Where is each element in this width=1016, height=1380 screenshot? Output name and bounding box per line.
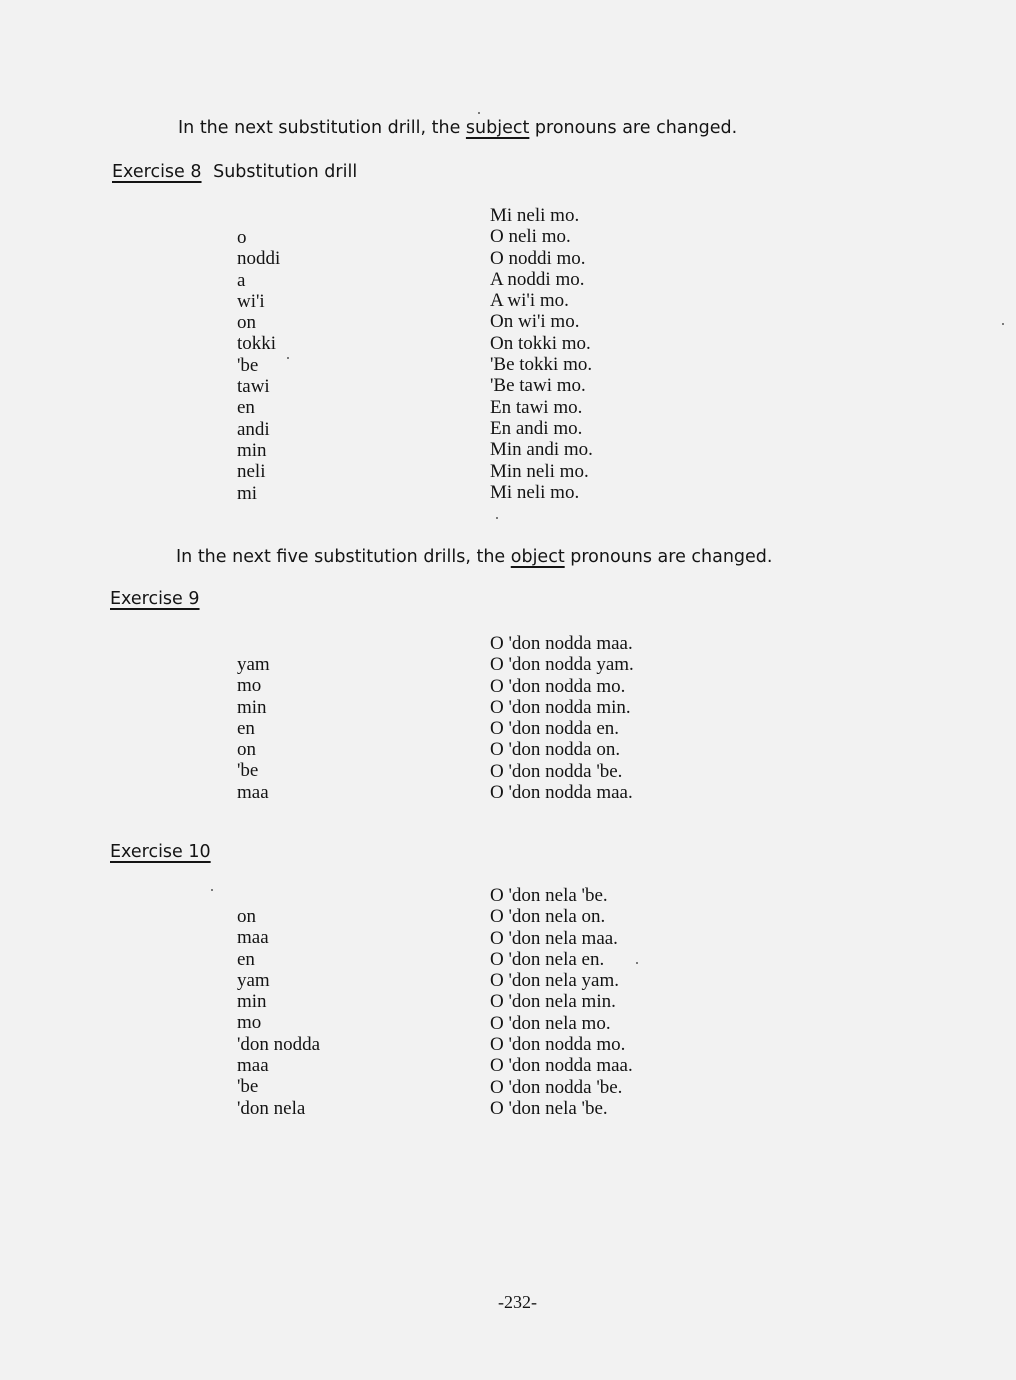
response-item: Mi neli mo. bbox=[490, 481, 580, 503]
response-item: O 'don nela 'be. bbox=[490, 885, 608, 906]
scan-speck bbox=[1002, 323, 1004, 325]
response-item: O 'don nodda maa. bbox=[490, 1055, 633, 1077]
response-item: O noddi mo. bbox=[490, 247, 586, 269]
response-item: 'Be tawi mo. bbox=[490, 375, 586, 397]
cue-item: on bbox=[237, 312, 256, 334]
intro-subject-text bbox=[178, 118, 737, 138]
cue-item: tawi bbox=[237, 376, 270, 398]
response-item: O 'don nodda mo. bbox=[490, 1034, 626, 1056]
exercise-9-label: Exercise 9 bbox=[110, 589, 200, 609]
cue-item: on bbox=[237, 906, 256, 927]
cue-item: en bbox=[237, 397, 255, 419]
response-item: O 'don nela maa. bbox=[490, 927, 618, 949]
exercise-10-label: Exercise 10 bbox=[110, 842, 211, 862]
intro-object-emphasis: object bbox=[510, 547, 565, 567]
response-item: En tawi mo. bbox=[490, 396, 583, 418]
cue-item: 'be bbox=[237, 354, 259, 376]
scan-speck bbox=[287, 357, 289, 359]
response-item: O 'don nela 'be. bbox=[490, 1097, 608, 1119]
cue-item: tokki bbox=[237, 333, 277, 355]
cue-item: a bbox=[237, 269, 246, 291]
cue-item: noddi bbox=[237, 248, 281, 270]
cue-item: maa bbox=[237, 1055, 269, 1077]
scan-speck bbox=[478, 112, 480, 114]
cue-item: on bbox=[237, 739, 256, 761]
cue-item: min bbox=[237, 439, 267, 461]
response-item: O 'don nodda on. bbox=[490, 739, 621, 761]
response-item: O 'don nodda en. bbox=[490, 718, 620, 740]
intro-subject-before: In the next substitution drill, the bbox=[178, 118, 466, 138]
exercise-10-heading bbox=[110, 842, 211, 862]
response-item: On wi'i mo. bbox=[490, 311, 580, 333]
exercise-8-subtitle: Substitution drill bbox=[213, 162, 358, 182]
response-item: Min andi mo. bbox=[490, 439, 593, 461]
cue-item: andi bbox=[237, 418, 270, 440]
intro-subject-after: pronouns are changed. bbox=[529, 118, 738, 138]
cue-item: o bbox=[237, 227, 247, 248]
cue-item: en bbox=[237, 948, 255, 970]
cue-item: min bbox=[237, 696, 267, 718]
page-number: -232- bbox=[498, 1292, 537, 1312]
intro-object-before: In the next five substitution drills, the bbox=[176, 547, 511, 567]
response-item: A noddi mo. bbox=[490, 268, 585, 290]
cue-item: en bbox=[237, 717, 255, 739]
exercise-10-cue-list bbox=[237, 906, 320, 1119]
cue-item: 'don nodda bbox=[237, 1033, 321, 1055]
cue-item: yam bbox=[237, 654, 270, 675]
cue-item: mo bbox=[237, 1012, 262, 1034]
exercise-8-response-list bbox=[490, 205, 593, 503]
intro-subject-emphasis: subject bbox=[465, 118, 530, 138]
exercise-9-response-list bbox=[490, 633, 634, 803]
cue-item: min bbox=[237, 991, 267, 1013]
scan-speck bbox=[496, 517, 498, 519]
exercise-8-cue-list bbox=[237, 227, 280, 504]
response-item: On tokki mo. bbox=[490, 332, 591, 354]
response-item: O 'don nodda yam. bbox=[490, 654, 634, 676]
cue-item: neli bbox=[237, 461, 266, 483]
exercise-10-response-list bbox=[490, 885, 633, 1119]
response-item: Mi neli mo. bbox=[490, 205, 580, 226]
response-item: O 'don nodda 'be. bbox=[490, 1076, 623, 1098]
cue-item: mi bbox=[237, 482, 258, 504]
response-item: O 'don nodda 'be. bbox=[490, 760, 623, 782]
scan-speck bbox=[636, 962, 638, 964]
cue-item: 'be bbox=[237, 1076, 259, 1098]
response-item: O 'don nodda maa. bbox=[490, 633, 633, 654]
cue-item: wi'i bbox=[237, 290, 265, 312]
response-item: O 'don nela on. bbox=[490, 906, 606, 928]
response-item: O 'don nela yam. bbox=[490, 970, 620, 992]
response-item: O 'don nodda maa. bbox=[490, 782, 633, 804]
response-item: O 'don nela en. bbox=[490, 948, 605, 970]
cue-item: 'don nela bbox=[237, 1097, 306, 1119]
response-item: 'Be tokki mo. bbox=[490, 354, 593, 376]
exercise-9-cue-list bbox=[237, 654, 270, 803]
cue-item: mo bbox=[237, 675, 262, 697]
scan-speck bbox=[211, 889, 213, 891]
exercise-8-label: Exercise 8 bbox=[112, 162, 202, 182]
intro-object-text bbox=[176, 547, 772, 567]
cue-item: maa bbox=[237, 781, 269, 803]
response-item: O 'don nela min. bbox=[490, 991, 616, 1013]
intro-object-after: pronouns are changed. bbox=[564, 547, 773, 567]
cue-item: 'be bbox=[237, 760, 259, 782]
cue-item: maa bbox=[237, 927, 269, 949]
response-item: O 'don nela mo. bbox=[490, 1012, 611, 1034]
exercise-8-heading bbox=[112, 162, 357, 182]
response-item: Min neli mo. bbox=[490, 460, 589, 482]
response-item: A wi'i mo. bbox=[490, 290, 569, 312]
response-item: En andi mo. bbox=[490, 417, 583, 439]
exercise-9-heading bbox=[110, 589, 200, 609]
cue-item: yam bbox=[237, 969, 270, 991]
response-item: O 'don nodda min. bbox=[490, 696, 631, 718]
response-item: O neli mo. bbox=[490, 226, 571, 248]
response-item: O 'don nodda mo. bbox=[490, 675, 626, 697]
